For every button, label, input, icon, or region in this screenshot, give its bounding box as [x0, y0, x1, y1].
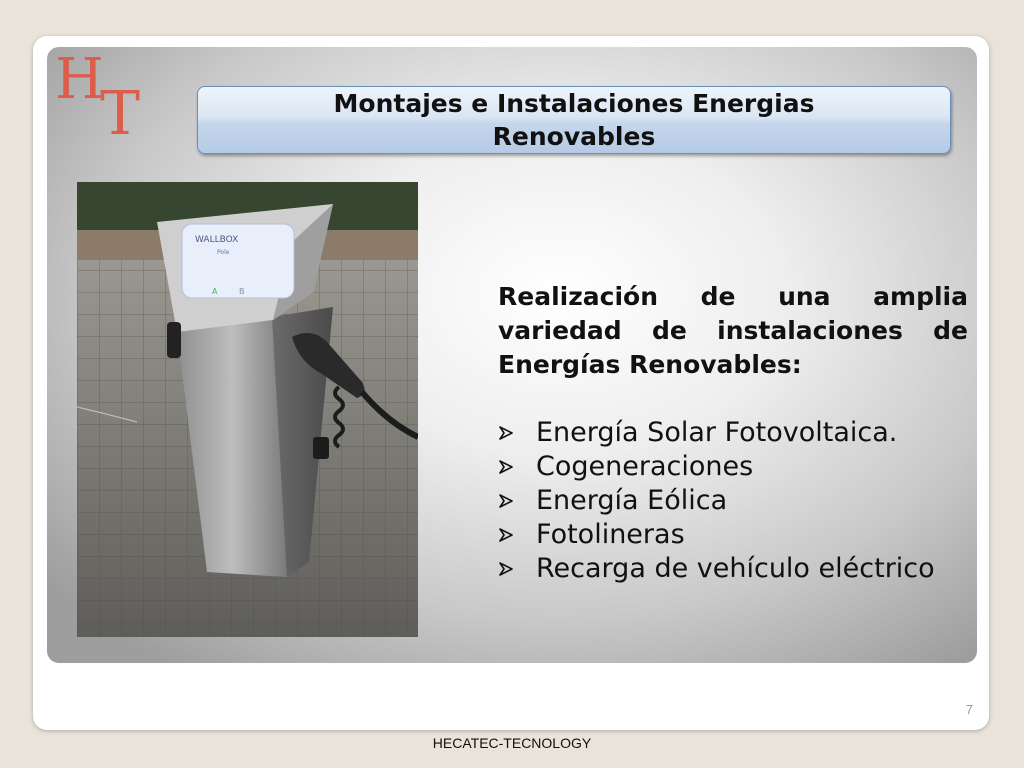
page-number: 7 [965, 702, 973, 717]
charging-station-photo [77, 182, 418, 637]
list-item-label: Cogeneraciones [536, 451, 754, 482]
list-item-label: Recarga de vehículo eléctrico [536, 553, 935, 584]
list-item-label: Energía Solar Fotovoltaica. [536, 417, 898, 448]
list-item [498, 450, 968, 484]
arrow-bullet-icon [498, 561, 536, 577]
footer-text: HECATEC-TECNOLOGY [432, 735, 592, 751]
list-item [498, 552, 968, 586]
list-item-label: Fotolineras [536, 519, 685, 550]
slide-title-box [197, 86, 951, 154]
logo-letter-t: T [100, 79, 141, 149]
list-item-label: Energía Eólica [536, 485, 728, 516]
list-item [498, 518, 968, 552]
arrow-bullet-icon [498, 459, 536, 475]
arrow-bullet-icon [498, 425, 536, 441]
arrow-bullet-icon [498, 493, 536, 509]
screen-button-b: B [239, 287, 245, 296]
logo-letter-h: H [55, 47, 104, 112]
list-item [498, 416, 968, 450]
screen-brand-text: WALLBOX [195, 235, 239, 245]
arrow-bullet-icon [498, 527, 536, 543]
intro-paragraph: Realización de una amplia variedad de instalaciones de Energías Renovables: [498, 282, 968, 379]
slide-title: Montajes e Instalaciones Energias Renovables [333, 89, 815, 151]
ht-logo [55, 47, 165, 158]
charging-station-illustration [77, 182, 418, 637]
list-item [498, 484, 968, 518]
bullet-list [498, 416, 968, 586]
slide-content [498, 280, 968, 586]
screen-button-a: A [212, 287, 218, 296]
screen-model-text: Pole [217, 249, 230, 256]
